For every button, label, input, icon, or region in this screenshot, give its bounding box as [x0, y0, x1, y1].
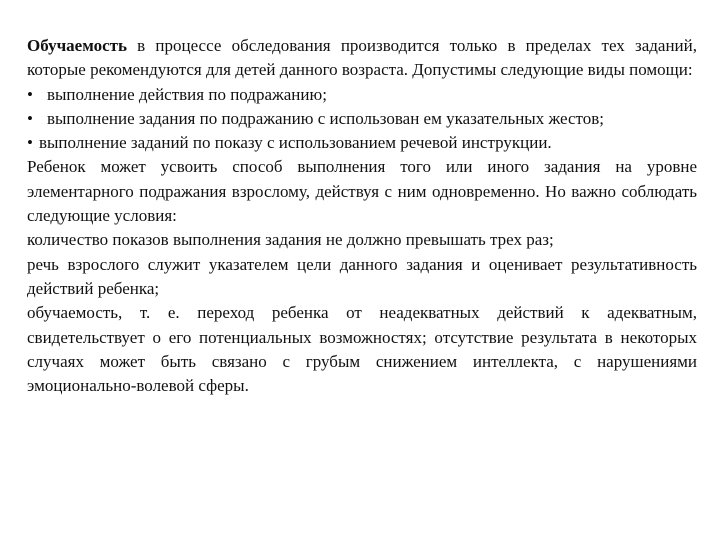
bullet-icon: • [27, 84, 33, 104]
bullet-icon: • [27, 108, 33, 128]
slide-text-block [27, 34, 697, 398]
paragraph-learnability: обучаемость, т. е. переход ребенка от неадекватных действий к адекватным, свидетельствует о его потенциальных возможностях; отсутствие результата в некоторых случаях может быть связано с грубым снижением интеллекта, с нарушениями эмоционально-волевой сферы. [27, 303, 697, 396]
paragraph-imitation: Ребенок может усвоить способ выполнения того или иного задания на уровне элементарного подражания взрослому, действуя с ним одновременно. Но важно соблюдать следующие условия: [27, 157, 697, 226]
bullet-text-2: выполнение задания по подражанию с использован ем указательных жестов; [46, 108, 604, 128]
bullet-icon: • [27, 133, 33, 153]
intro-text: в процессе обследования производится только в пределах тех заданий, которые рекомендуются для детей данного возраста. Допустимы следующие виды помощи: [27, 36, 697, 80]
intro-paragraph [27, 34, 697, 83]
bullet-item-1 [27, 83, 697, 107]
bullet-item-3 [27, 131, 697, 155]
bullet-item-2 [27, 107, 697, 131]
paragraph-speech: речь взрослого служит указателем цели данного задания и оценивает результативность действий ребенка; [27, 254, 697, 298]
paragraph-demonstrations: количество показов выполнения задания не должно превышать трех раз; [27, 230, 554, 250]
bullet-text-1: выполнение действия по подражанию; [46, 84, 327, 104]
bullet-text-3: выполнение заданий по показу с использованием речевой инструкции. [38, 133, 552, 153]
intro-term: Обучаемость [27, 36, 127, 55]
